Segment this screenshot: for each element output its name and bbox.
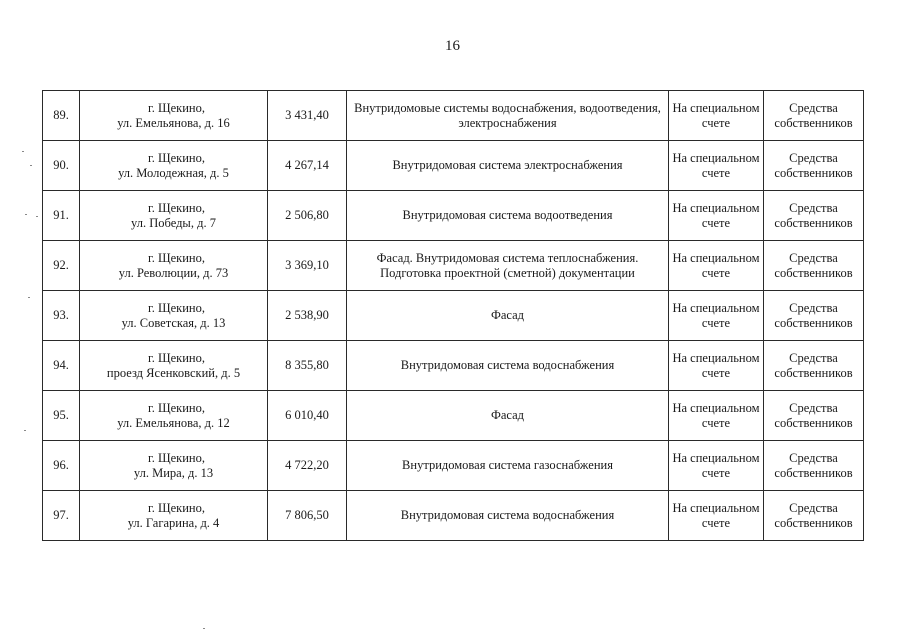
funding-source-cell: Средства собственников [764,341,864,391]
funding-source-cell: Средства собственников [764,191,864,241]
table-row [43,391,864,441]
address-cell [80,341,268,391]
account-type-cell: На специальном счете [669,391,764,441]
scan-artifact [28,297,30,298]
work-type-cell: Внутридомовая система газоснабжения [347,441,669,491]
funding-source-cell: Средства собственников [764,291,864,341]
address-city: г. Щекино, [148,200,205,215]
table-row [43,241,864,291]
row-number: 91. [43,191,80,241]
address-cell [80,441,268,491]
address-street: ул. Емельянова, д. 12 [117,415,230,430]
row-number: 93. [43,291,80,341]
area-cell: 4 267,14 [268,141,347,191]
address-street: проезд Ясенковский, д. 5 [106,365,241,380]
address-cell [80,191,268,241]
scan-artifact [203,628,205,629]
table-row [43,141,864,191]
area-cell: 2 538,90 [268,291,347,341]
row-number: 97. [43,491,80,541]
work-type-cell: Внутридомовая система электроснабжения [347,141,669,191]
area-cell: 3 369,10 [268,241,347,291]
scan-artifact [30,165,32,166]
register-table-body [43,91,864,541]
scan-artifact [24,430,26,431]
table-row [43,291,864,341]
address-street: ул. Мира, д. 13 [133,465,214,480]
area-cell: 8 355,80 [268,341,347,391]
address-city: г. Щекино, [148,450,205,465]
row-number: 92. [43,241,80,291]
repair-register-table [42,90,864,541]
area-cell: 3 431,40 [268,91,347,141]
account-type-cell: На специальном счете [669,141,764,191]
work-type-cell: Внутридомовые системы водоснабжения, водоотведения, электроснабжения [347,91,669,141]
funding-source-cell: Средства собственников [764,391,864,441]
address-cell [80,141,268,191]
area-cell: 4 722,20 [268,441,347,491]
funding-source-cell: Средства собственников [764,491,864,541]
work-type-cell: Фасад [347,391,669,441]
account-type-cell: На специальном счете [669,241,764,291]
table-row [43,441,864,491]
funding-source-cell: Средства собственников [764,91,864,141]
work-type-cell: Фасад. Внутридомовая система теплоснабжения. Подготовка проектной (сметной) документации [347,241,669,291]
address-street: ул. Победы, д. 7 [131,215,216,230]
address-city: г. Щекино, [148,500,205,515]
account-type-cell: На специальном счете [669,291,764,341]
address-city: г. Щекино, [148,100,205,115]
address-city: г. Щекино, [148,300,205,315]
account-type-cell: На специальном счете [669,191,764,241]
row-number: 89. [43,91,80,141]
work-type-cell: Внутридомовая система водоснабжения [347,491,669,541]
table-row [43,191,864,241]
work-type-cell: Внутридомовая система водоснабжения [347,341,669,391]
address-city: г. Щекино, [148,400,205,415]
table-row [43,341,864,391]
account-type-cell: На специальном счете [669,91,764,141]
table-row [43,491,864,541]
table-row [43,91,864,141]
address-cell [80,291,268,341]
row-number: 94. [43,341,80,391]
row-number: 96. [43,441,80,491]
funding-source-cell: Средства собственников [764,241,864,291]
address-city: г. Щекино, [148,350,205,365]
account-type-cell: На специальном счете [669,491,764,541]
area-cell: 2 506,80 [268,191,347,241]
page-number: 16 [445,38,460,54]
scan-artifact [22,151,24,152]
work-type-cell: Фасад [347,291,669,341]
address-street: ул. Емельянова, д. 16 [117,115,230,130]
funding-source-cell: Средства собственников [764,141,864,191]
account-type-cell: На специальном счете [669,441,764,491]
scan-artifact [36,216,38,217]
address-street: ул. Советская, д. 13 [121,315,226,330]
row-number: 95. [43,391,80,441]
scan-artifact [25,214,27,215]
address-city: г. Щекино, [148,250,205,265]
address-city: г. Щекино, [148,150,205,165]
row-number: 90. [43,141,80,191]
area-cell: 6 010,40 [268,391,347,441]
address-cell [80,491,268,541]
account-type-cell: На специальном счете [669,341,764,391]
address-cell [80,391,268,441]
funding-source-cell: Средства собственников [764,441,864,491]
address-cell [80,241,268,291]
address-street: ул. Революции, д. 73 [118,265,229,280]
work-type-cell: Внутридомовая система водоотведения [347,191,669,241]
address-cell [80,91,268,141]
address-street: ул. Молодежная, д. 5 [118,165,229,180]
address-street: ул. Гагарина, д. 4 [127,515,220,530]
area-cell: 7 806,50 [268,491,347,541]
